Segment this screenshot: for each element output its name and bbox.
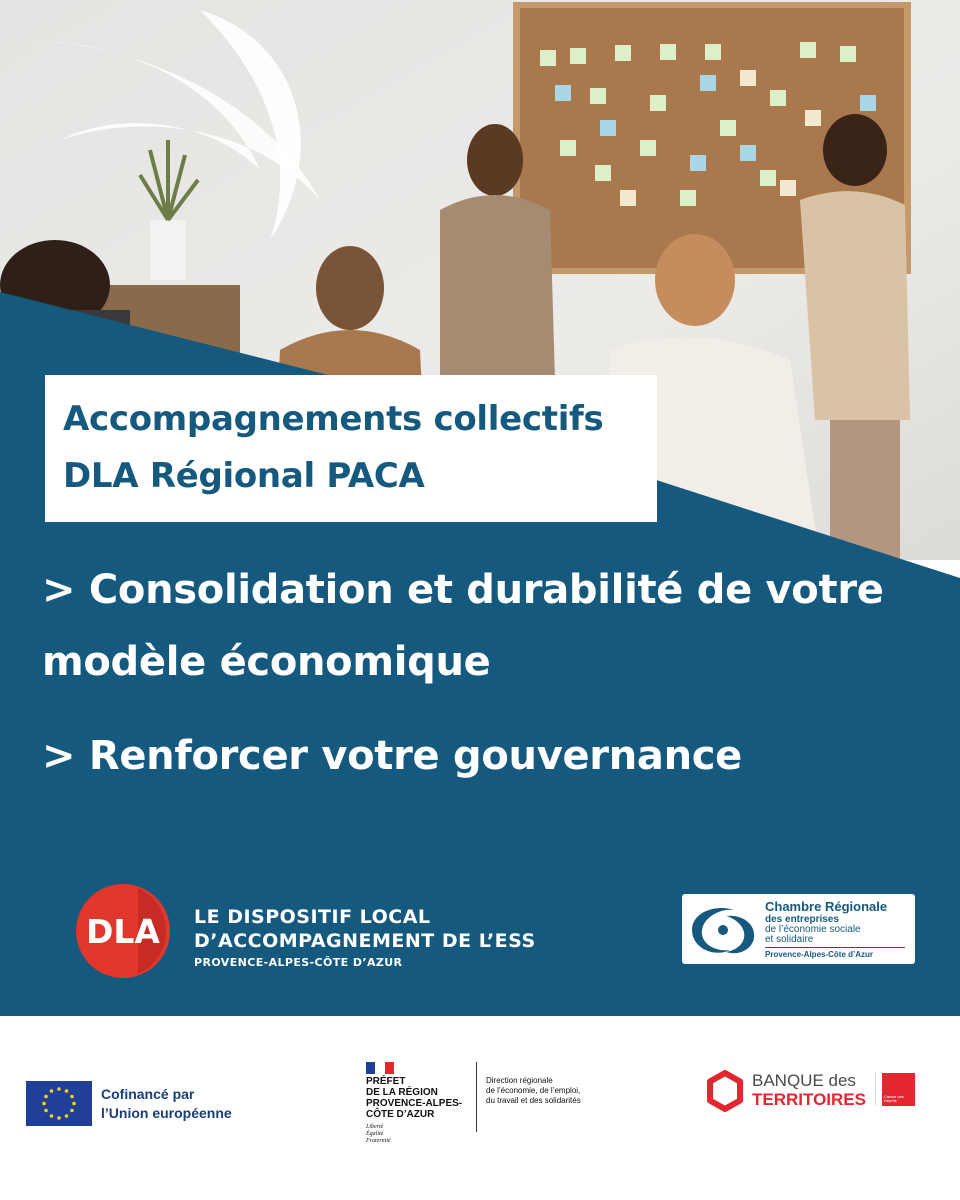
prefet-line-4: CÔTE D’AZUR	[366, 1109, 435, 1120]
cress-subtitle	[765, 915, 861, 945]
bdt-word-2: TERRITOIRES	[752, 1090, 866, 1109]
dir-line-1: Direction régionale	[486, 1076, 553, 1085]
cress-sub-3: et solidaire	[765, 934, 814, 945]
dla-line-2: D’ACCOMPAGNEMENT DE L’ESS	[194, 930, 536, 952]
caisse-des-depots-logo	[882, 1073, 915, 1106]
dla-logo-text: DLA	[86, 912, 160, 951]
title-line-2: DLA Régional PACA	[63, 456, 425, 496]
dir-line-3: du travail et des solidarités	[486, 1096, 581, 1105]
bullet-item: > Renforcer votre gouvernance	[42, 733, 743, 779]
motto-1: Liberté	[366, 1124, 384, 1130]
dla-wordmark	[194, 905, 536, 973]
cress-logo	[682, 894, 915, 964]
prefet-line-2: DE LA RÉGION	[366, 1087, 438, 1098]
marianne-icon	[366, 1062, 394, 1074]
cress-title: Chambre Régionale	[765, 899, 888, 914]
bdt-hexagon-icon	[706, 1070, 744, 1112]
title-line-1: Accompagnements collectifs	[63, 399, 604, 439]
motto-2: Égalité	[366, 1131, 384, 1137]
dreets-text	[486, 1076, 581, 1106]
bdt-divider	[875, 1072, 876, 1106]
bdt-word-1: BANQUE des	[752, 1071, 856, 1090]
eu-cofinance-text	[101, 1085, 232, 1123]
bullet-item: > Consolidation et durabilité de votre modèle économique	[42, 567, 884, 685]
prefet-title	[366, 1076, 462, 1120]
eu-line-1: Cofinancé par	[101, 1086, 195, 1102]
title-box	[45, 375, 657, 522]
cress-swirl-icon	[686, 900, 762, 958]
cress-sub-1: des entreprises	[765, 914, 839, 925]
cress-divider	[765, 947, 905, 948]
bullet-list	[42, 554, 942, 792]
dla-line-3: PROVENCE-ALPES-CÔTE D’AZUR	[194, 956, 403, 969]
prefet-divider	[476, 1062, 477, 1132]
dla-logo-icon	[76, 884, 170, 978]
prefet-line-3: PROVENCE-ALPES-	[366, 1098, 463, 1109]
dir-line-2: de l’économie, de l’emploi,	[486, 1086, 581, 1095]
motto-3: Fraternité	[366, 1138, 391, 1144]
dla-line-1: LE DISPOSITIF LOCAL	[194, 906, 431, 928]
cdc-text: Caisse des Dépôts	[884, 1094, 904, 1103]
eu-line-2: l’Union européenne	[101, 1105, 232, 1121]
cress-sub-2: de l’économie sociale	[765, 924, 861, 935]
cress-region: Provence-Alpes-Côte d’Azur	[765, 950, 874, 959]
prefet-motto	[366, 1124, 391, 1145]
eu-flag-icon	[26, 1081, 92, 1126]
prefet-line-1: PRÉFET	[366, 1076, 406, 1087]
